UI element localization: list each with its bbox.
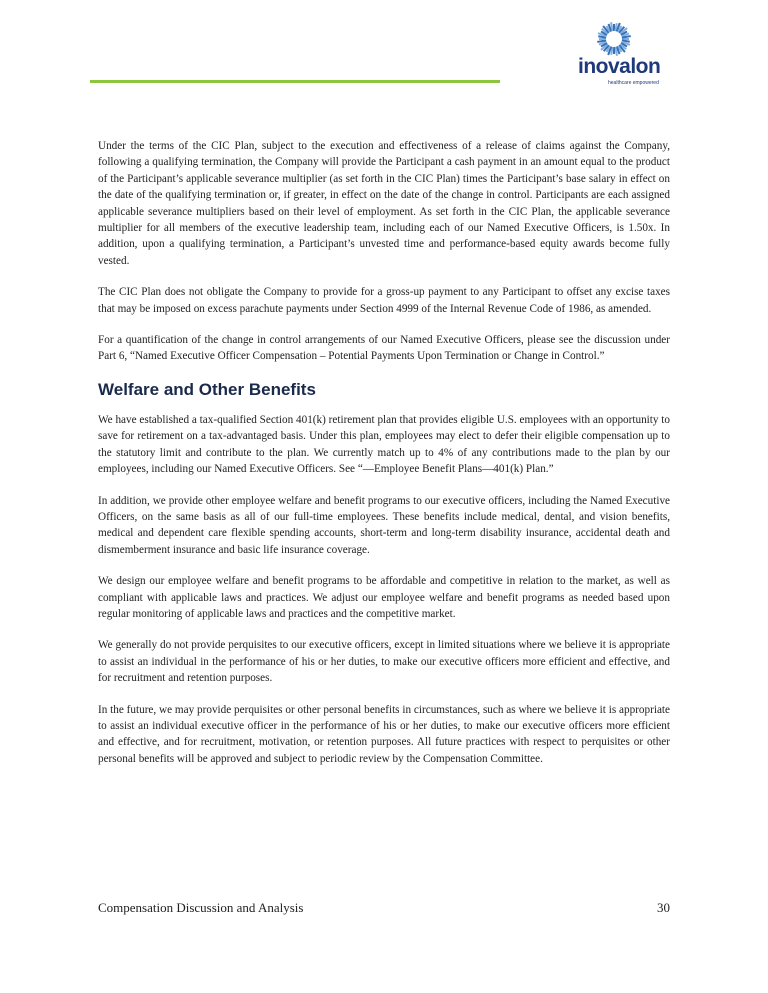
paragraph: We have established a tax-qualified Section 401(k) retirement plan that provides eligible U.S. employees with an opportunity to save for retirement on a tax-advantaged basis. Under this plan, employees may elect to defer their eligible compensation up to the statutory limit and contribute to the plan. We currently match up to 4% of any contributions made to the plan by our employees, including our Named Executive Officers. See “—Employee Benefit Plans—401(k) Plan.”	[98, 413, 670, 476]
logo-tagline: healthcare empowered	[608, 80, 659, 86]
page-number: 30	[657, 900, 670, 915]
paragraph: For a quantification of the change in control arrangements of our Named Executive Officers, please see the discussion under Part 6, “Named Executive Officer Compensation – Potential Payments Upon Termination or Change in Control.”	[98, 334, 670, 363]
paragraph: The CIC Plan does not obligate the Company to provide for a gross-up payment to any Participant to offset any excise taxes that may be imposed on excess parachute payments under Section 4999 of the Internal Revenue Code of 1986, as amended.	[98, 286, 670, 315]
paragraph: We design our employee welfare and benefit programs to be affordable and competitive in relation to the market, as well as compliant with applicable laws and practices. We adjust our employee welfare and benefit programs as needed based upon regular monitoring of applicable laws and practices and the competitive market.	[98, 575, 670, 620]
inovalon-logo	[578, 22, 678, 86]
paragraph: We generally do not provide perquisites to our executive officers, except in limited situations where we believe it is appropriate to assist an individual in the performance of his or her duties, to make our executive officers more efficient and effective, and for recruitment and retention purposes.	[98, 639, 670, 685]
footer-section-title: Compensation Discussion and Analysis	[98, 900, 304, 915]
logo-wordmark: inovalon	[578, 55, 661, 78]
header-rule	[90, 80, 500, 83]
logo-swirl-icon	[578, 22, 678, 56]
paragraph: Under the terms of the CIC Plan, subject to the execution and effectiveness of a release of claims against the Company, following a qualifying termination, the Company will provide the Participant a cash payment in an amount equal to the product of the Participant’s applicable severance multiplier (as set forth in the CIC Plan) times the Participant’s base salary in effect on the date of the qualifying termination or, if greater, in effect on the date of the change in control. Participants are each assigned applicable severance multipliers based on their level of employment. As set forth in the CIC Plan, the applicable severance multiplier for all members of the executive leadership team, including each of our Named Executive Officers, is 1.50x. In addition, upon a qualifying termination, a Participant’s unvested time and performance-based equity awards become fully vested.	[98, 140, 670, 267]
section-heading: Welfare and Other Benefits	[98, 379, 316, 399]
page-body	[98, 138, 670, 782]
paragraph: In addition, we provide other employee welfare and benefit programs to our executive officers, including the Named Executive Officers, on the same basis as all of our full-time employees. These benefits include medical, dental, and vision benefits, medical and dependent care flexible spending accounts, short-term and long-term disability insurance, accidental death and dismemberment insurance and basic life insurance coverage.	[98, 494, 670, 556]
paragraph: In the future, we may provide perquisites or other personal benefits in circumstances, such as where we believe it is appropriate to assist an individual executive officer in the performance of his or her duties, to make our executive officers more efficient and effective, and for recruitment, motivation, or retention purposes. All future practices with respect to perquisites or other personal benefits will be approved and subject to periodic review by the Compensation Committee.	[98, 703, 670, 765]
page-footer	[98, 900, 670, 916]
